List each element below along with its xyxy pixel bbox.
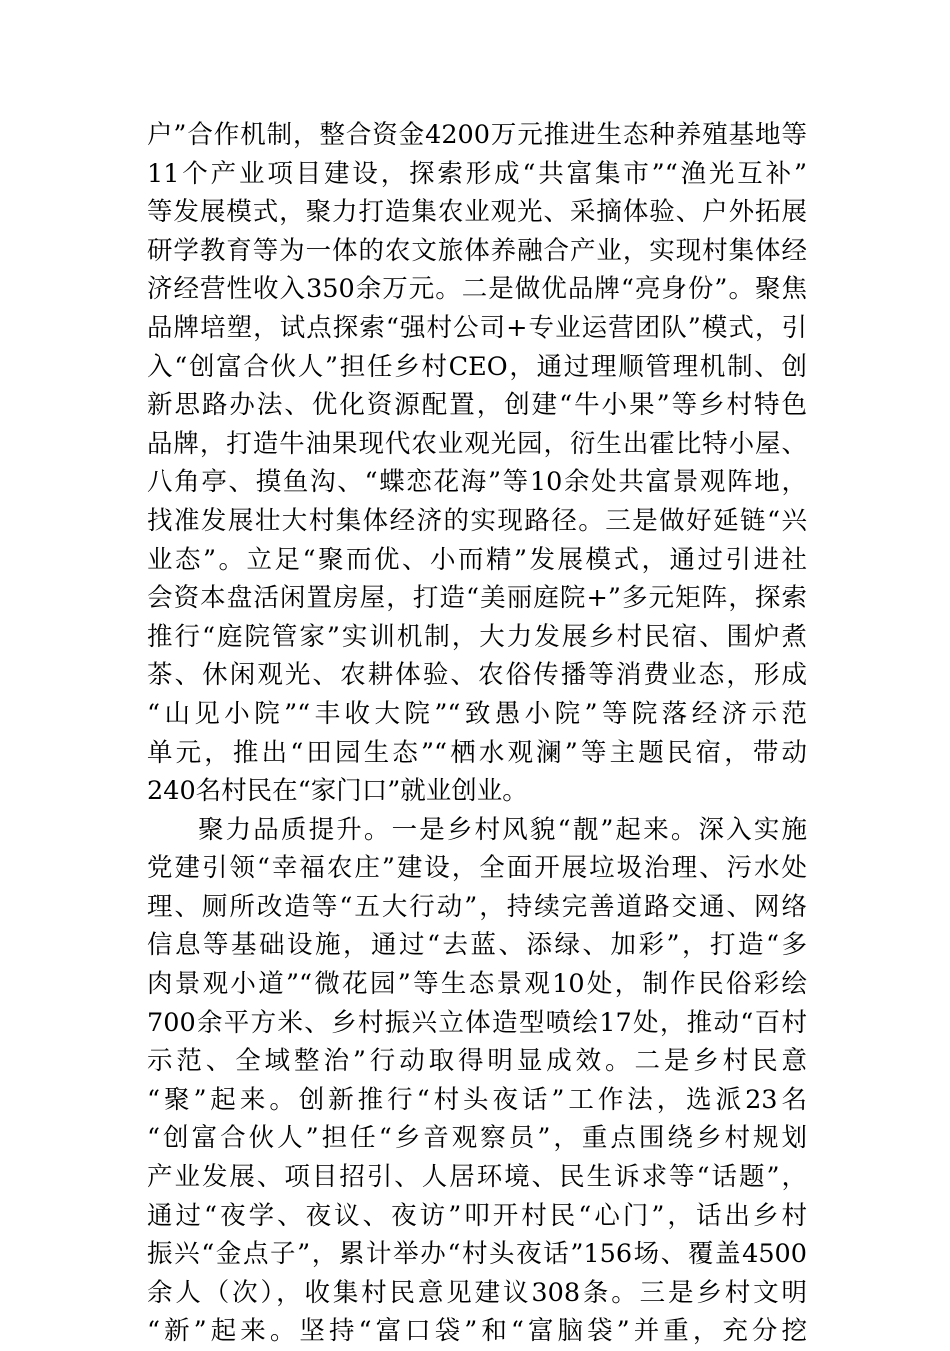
text-line: 肉景观小道”“微花园”等生态景观10处，制作民俗彩绘 — [147, 969, 807, 1000]
text-line: 理、厕所改造等“五大行动”，持续完善道路交通、网络 — [147, 891, 807, 922]
text-line: “聚”起来。创新推行“村头夜话”工作法，选派23名 — [147, 1084, 807, 1115]
text-line: 单元，推出“田园生态”“栖水观澜”等主题民宿，带动 — [147, 737, 807, 768]
text-line: “创富合伙人”担任“乡音观察员”，重点围绕乡村规划 — [147, 1123, 807, 1154]
text-line: 700余平方米、乡村振兴立体造型喷绘17处，推动“百村 — [147, 1007, 807, 1038]
text-line: 振兴“金点子”，累计举办“村头夜话”156场、覆盖4500 — [147, 1239, 807, 1270]
text-line: “新”起来。坚持“富口袋”和“富脑袋”并重，充分挖 — [147, 1316, 807, 1347]
paragraph-2 — [147, 811, 807, 1351]
text-line: 示范、全域整治”行动取得明显成效。二是乡村民意 — [147, 1046, 807, 1077]
text-line: 品牌，打造牛油果现代农业观光园，衍生出霍比特小屋、 — [147, 428, 807, 459]
text-line: 茶、休闲观光、农耕体验、农俗传播等消费业态，形成 — [147, 660, 807, 691]
document-body — [147, 116, 807, 1351]
text-line: “山见小院”“丰收大院”“致愚小院”等院落经济示范 — [147, 698, 807, 729]
text-line: 11个产业项目建设，探索形成“共富集市”“渔光互补” — [147, 158, 807, 189]
text-line: 济经营性收入350余万元。二是做优品牌“亮身份”。聚焦 — [147, 274, 807, 305]
text-line: 户”合作机制，整合资金4200万元推进生态种养殖基地等 — [147, 120, 807, 150]
text-line: 研学教育等为一体的农文旅体养融合产业，实现村集体经 — [147, 235, 807, 266]
text-line: 通过“夜学、夜议、夜访”叩开村民“心门”，话出乡村 — [147, 1200, 807, 1231]
text-line: 八角亭、摸鱼沟、“蝶恋花海”等10余处共富景观阵地， — [147, 467, 807, 498]
text-line: 会资本盘活闲置房屋，打造“美丽庭院+”多元矩阵，探索 — [147, 583, 807, 614]
text-line: 信息等基础设施，通过“去蓝、添绿、加彩”，打造“多 — [147, 930, 807, 961]
text-line: 余人（次），收集村民意见建议308条。三是乡村文明 — [147, 1277, 807, 1308]
text-line: 找准发展壮大村集体经济的实现路径。三是做好延链“兴 — [147, 505, 807, 536]
text-line: 党建引领“幸福农庄”建设，全面开展垃圾治理、污水处 — [147, 853, 807, 884]
text-line: 品牌培塑，试点探索“强村公司+专业运营团队”模式，引 — [147, 312, 807, 343]
text-line: 等发展模式，聚力打造集农业观光、采摘体验、户外拓展 — [147, 197, 807, 228]
text-line: 推行“庭院管家”实训机制，大力发展乡村民宿、围炉煮 — [147, 621, 807, 652]
text-line: 新思路办法、优化资源配置，创建“牛小果”等乡村特色 — [147, 390, 807, 421]
text-line: 入“创富合伙人”担任乡村CEO，通过理顺管理机制、创 — [147, 351, 807, 382]
text-line: 240名村民在“家门口”就业创业。 — [147, 776, 528, 807]
text-line: 产业发展、项目招引、人居环境、民生诉求等“话题”， — [147, 1162, 807, 1193]
text-line: 业态”。立足“聚而优、小而精”发展模式，通过引进社 — [147, 544, 807, 575]
paragraph-1 — [147, 116, 807, 811]
text-line: 聚力品质提升。一是乡村风貌“靓”起来。深入实施 — [198, 814, 807, 845]
